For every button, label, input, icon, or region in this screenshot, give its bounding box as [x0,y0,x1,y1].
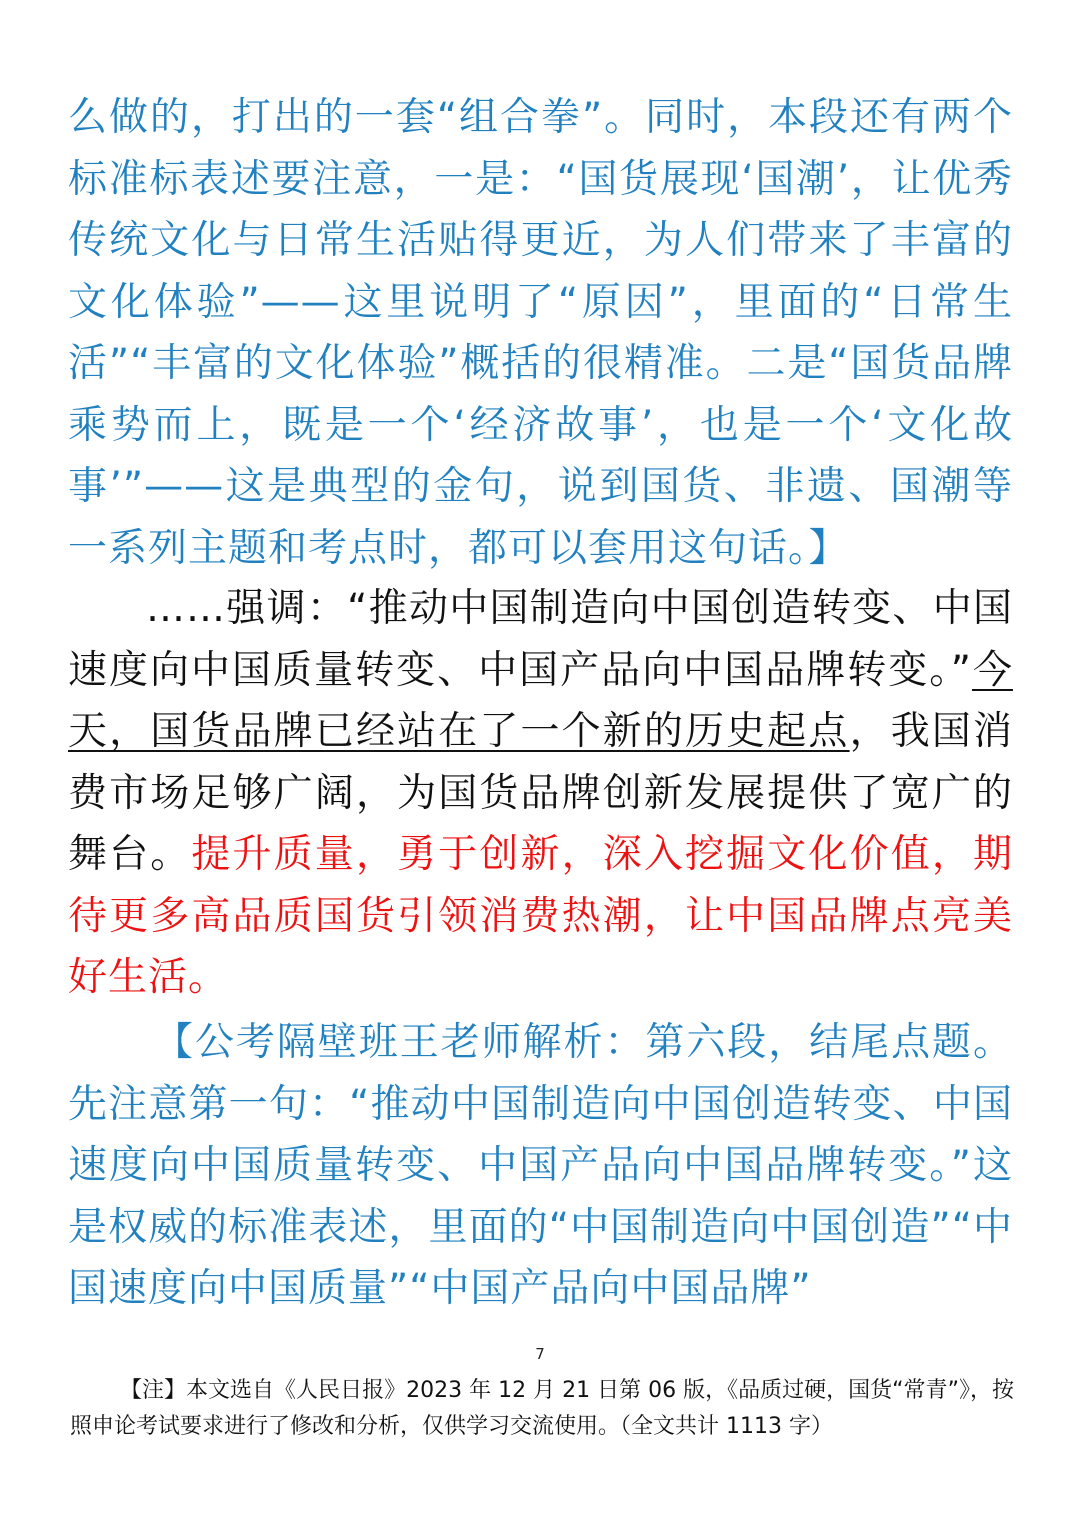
underlined-key-sentence: 今天，国货品牌已经站在了一个新的历史起点 [68,647,1013,754]
article-middle-text: ，我国消费市场足够广阔，为国货品牌创新发展提供了宽广的舞台。 [68,709,1013,877]
analysis-paragraph: 【公考隔壁班王老师解析：第六段，结尾点题。先注意第一句：“推动中国制造向中国创造转变、中国速度向中国质量转变、中国产品向中国品牌转变。”这是权威的标准表述，里面的“中国制造向中国创造”“中国速度向中国质量”“中国产品向中国品牌” [68,1020,1013,1311]
emphasis-red-text: 提升质量，勇于创新，深入挖掘文化价值，期待更多高品质国货引领消费热潮，让中国品牌点亮美好生活。 [68,832,1013,1000]
article-paragraph [68,578,1013,1009]
page-number: 7 [535,1345,545,1363]
article-lead-text: ……强调：“推动中国制造向中国创造转变、中国速度向中国质量转变、中国产品向中国品牌转变。” [68,586,1013,693]
footnote: 【注】本文选自《人民日报》2023 年 12 月 21 日第 06 版，《品质过硬，国货“常青”》，按照申论考试要求进行了修改和分析，仅供学习交流使用。（全文共计 1113 字） [70,1378,1014,1439]
analysis-paragraph-continued: 么做的，打出的一套“组合拳”。同时，本段还有两个标准标表述要注意，一是：“国货展现‘国潮’，让优秀传统文化与日常生活贴得更近，为人们带来了丰富的文化体验”——这里说明了“原因”，里面的“日常生活”“丰富的文化体验”概括的很精准。二是“国货品牌乘势而上，既是一个‘经济故事’，也是一个‘文化故事’”——这是典型的金句，说到国货、非遗、国潮等一系列主题和考点时，都可以套用这句话。】 [68,95,1013,571]
